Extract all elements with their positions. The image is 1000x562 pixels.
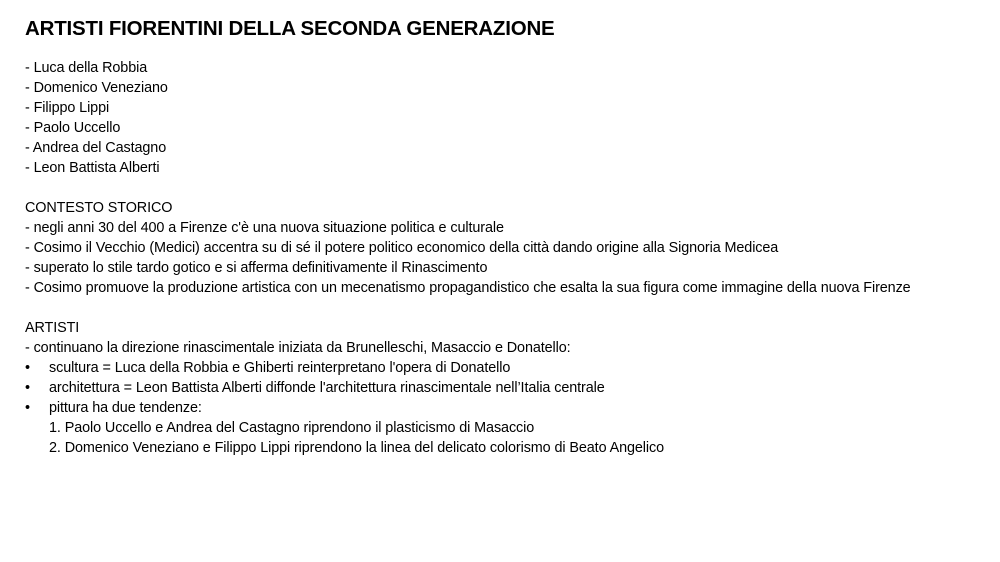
list-item: - Andrea del Castagno (25, 140, 167, 156)
bullet-text: pittura ha due tendenze: (49, 400, 202, 416)
list-item: - Domenico Veneziano (25, 80, 168, 96)
context-line: - Cosimo il Vecchio (Medici) accentra su di sé il potere politico economico della città dando origine alla Signoria Medicea (25, 240, 779, 256)
bullet-icon: • (25, 380, 30, 396)
bullet-item (25, 378, 990, 398)
slide-title: ARTISTI FIORENTINI DELLA SECONDA GENERAZIONE (25, 17, 555, 40)
context-line: - Cosimo promuove la produzione artistica con un mecenatismo propagandistico che esalta la sua figura come immagine della nuova Firenze (25, 280, 911, 296)
list-item: - Leon Battista Alberti (25, 160, 160, 176)
context-heading: CONTESTO STORICO (25, 200, 173, 216)
bullet-item (25, 398, 990, 418)
bullet-item (25, 358, 990, 378)
list-item: - Filippo Lippi (25, 100, 110, 116)
numbered-sub-item: 2. Domenico Veneziano e Filippo Lippi riprendono la linea del delicato colorismo di Beato Angelico (49, 440, 664, 456)
list-item: - Paolo Uccello (25, 120, 121, 136)
artists-intro: - continuano la direzione rinascimentale iniziata da Brunelleschi, Masaccio e Donatello: (25, 340, 571, 356)
context-line: - negli anni 30 del 400 a Firenze c'è una nuova situazione politica e culturale (25, 220, 504, 236)
slide (25, 14, 990, 458)
artists-list (25, 58, 990, 178)
list-item: - Luca della Robbia (25, 60, 148, 76)
context-section (25, 198, 990, 298)
numbered-sub-item: 1. Paolo Uccello e Andrea del Castagno riprendono il plasticismo di Masaccio (49, 420, 535, 436)
context-line: - superato lo stile tardo gotico e si afferma definitivamente il Rinascimento (25, 260, 488, 276)
spacer (25, 178, 990, 198)
spacer (25, 298, 990, 318)
bullet-icon: • (25, 360, 30, 376)
bullet-text: scultura = Luca della Robbia e Ghiberti reinterpretano l'opera di Donatello (49, 360, 511, 376)
artists-heading: ARTISTI (25, 320, 80, 336)
bullet-text: architettura = Leon Battista Alberti diffonde l'architettura rinascimentale nell’Italia centrale (49, 380, 605, 396)
bullet-icon: • (25, 400, 30, 416)
artists-section (25, 318, 990, 458)
